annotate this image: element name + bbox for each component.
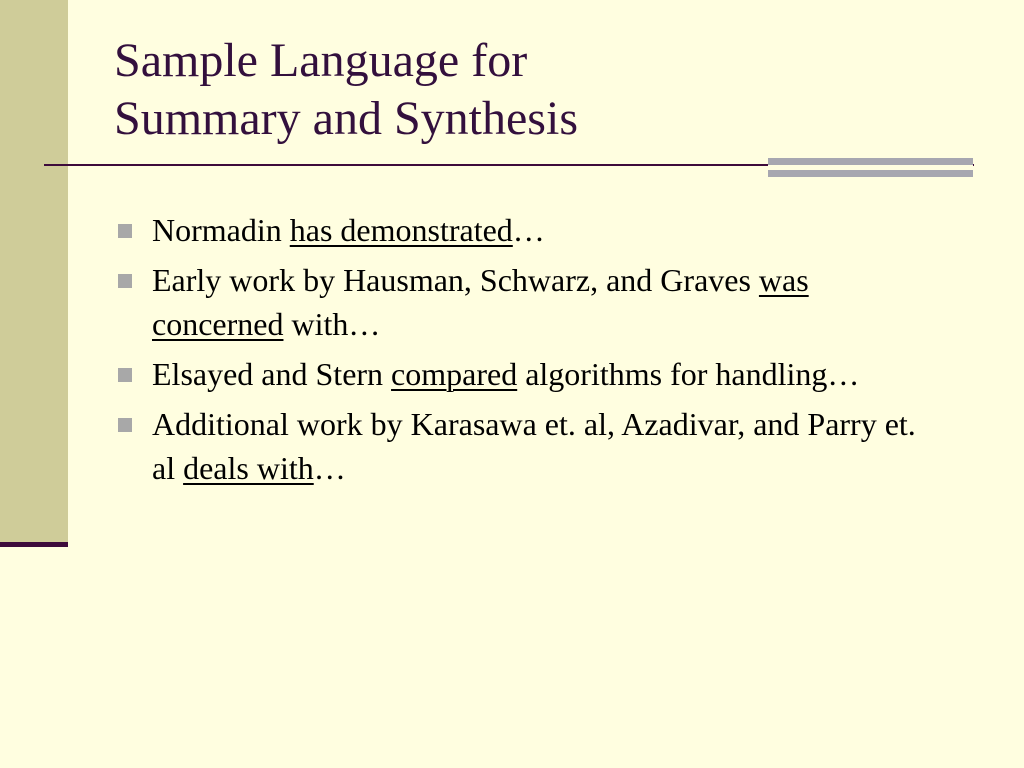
bullet-item — [116, 402, 916, 490]
bullet-item — [116, 352, 916, 396]
bullet-text: Early work by Hausman, Schwarz, and Graves — [152, 262, 759, 298]
slide-title — [114, 32, 578, 148]
left-bar-underline — [0, 542, 68, 547]
left-decorative-bar — [0, 0, 68, 542]
title-divider-accent — [768, 158, 973, 178]
bullet-text-tail: algorithms for handling… — [517, 356, 860, 392]
square-bullet-icon — [118, 224, 132, 238]
bullet-underlined-phrase: has demonstrated — [289, 212, 513, 248]
slide-title-line-2: Summary and Synthesis — [114, 92, 578, 145]
bullet-text-tail: … — [313, 450, 346, 486]
bullet-underlined-phrase: deals with — [183, 450, 314, 486]
bullet-text-tail: … — [512, 212, 545, 248]
square-bullet-icon — [118, 368, 132, 382]
bullet-text: Additional work by Karasawa et. al, Azadivar, and Parry et. al — [152, 406, 916, 486]
bullet-text: Elsayed and Stern — [152, 356, 392, 392]
square-bullet-icon — [118, 274, 132, 288]
bullet-text: Normadin — [152, 212, 290, 248]
square-bullet-icon — [118, 418, 132, 432]
bullet-list — [116, 208, 916, 496]
bullet-underlined-phrase: compared — [391, 356, 518, 392]
bullet-text-tail: with… — [283, 306, 381, 342]
bullet-item — [116, 208, 916, 252]
bullet-underlined-phrase: was concerned — [152, 262, 809, 342]
bullet-item — [116, 258, 916, 346]
slide-title-line-1: Sample Language for — [114, 34, 528, 87]
